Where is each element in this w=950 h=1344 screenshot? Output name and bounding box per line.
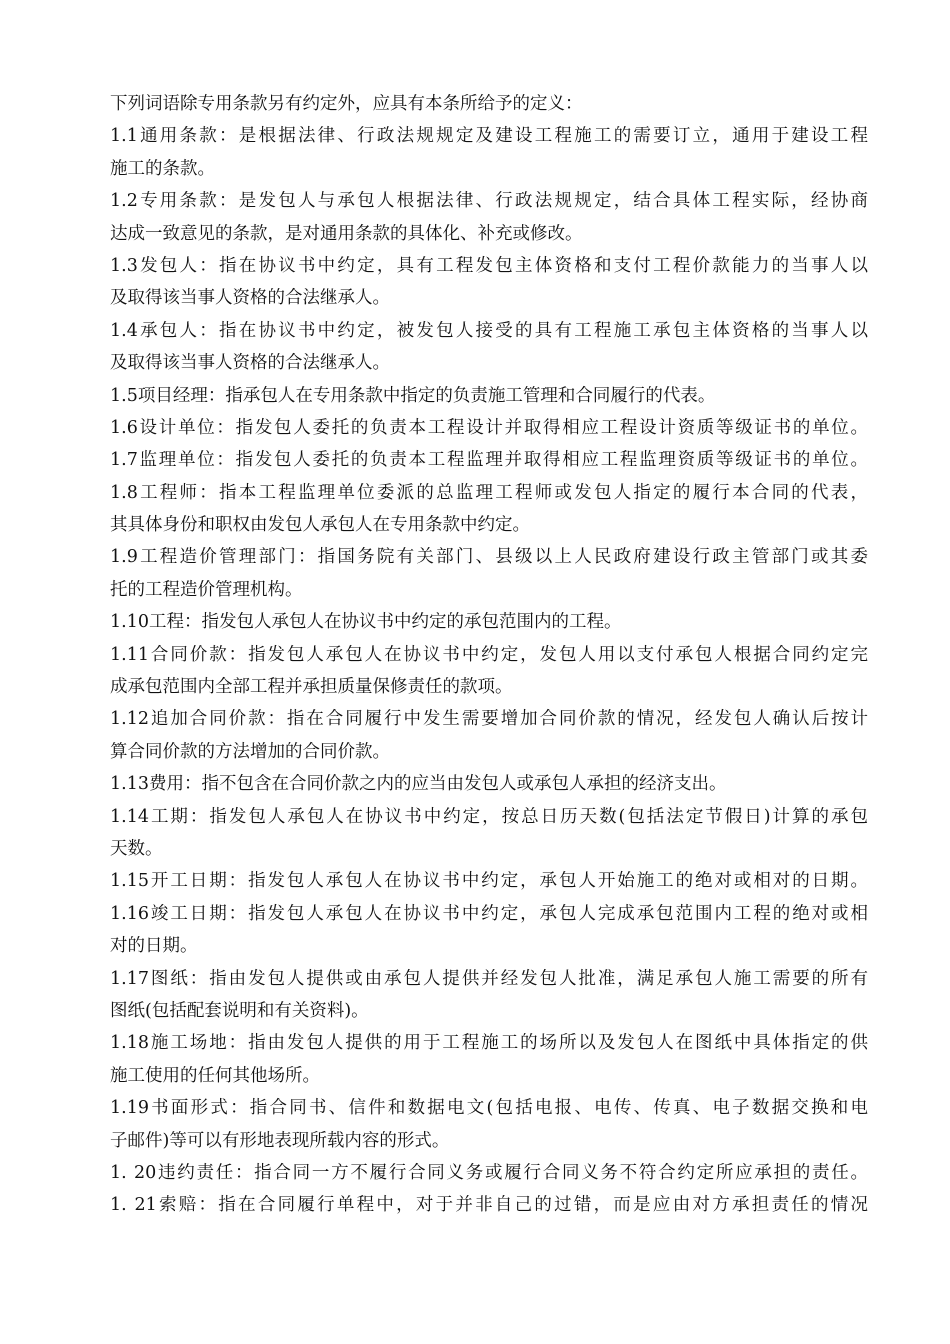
text-line: 1.18施工场地：指由发包人提供的用于工程施工的场所以及发包人在图纸中具体指定的供 (110, 1033, 868, 1054)
text-line: 1.11合同价款：指发包人承包人在协议书中约定，发包人用以支付承包人根据合同约定完 (110, 644, 868, 665)
text-line: 1.19书面形式：指合同书、信件和数据电文(包括电报、电传、传真、电子数据交换和电 (110, 1098, 868, 1119)
text-line: 1.14工期：指发包人承包人在协议书中约定，按总日历天数(包括法定节假日)计算的承包 (110, 806, 868, 827)
text-line: 1.16竣工日期：指发包人承包人在协议书中约定，承包人完成承包范围内工程的绝对或相 (110, 903, 868, 924)
text-line: 1.9工程造价管理部门：指国务院有关部门、县级以上人民政府建设行政主管部门或其委 (110, 547, 868, 568)
text-line: 下列词语除专用条款另有约定外，应具有本条所给予的定义： (110, 94, 583, 114)
text-line: 1.8工程师：指本工程监理单位委派的总监理工程师或发包人指定的履行本合同的代表， (110, 482, 868, 503)
text-line: 1.15开工日期：指发包人承包人在协议书中约定，承包人开始施工的绝对或相对的日期。 (110, 871, 868, 892)
text-line: 其具体身份和职权由发包人承包人在专用条款中约定。 (110, 515, 530, 536)
text-line: 1.6设计单位：指发包人委托的负责本工程设计并取得相应工程设计资质等级证书的单位。 (110, 417, 868, 438)
text-line: 托的工程造价管理机构。 (110, 579, 303, 600)
text-line: 1.17图纸：指由发包人提供或由承包人提供并经发包人批准，满足承包人施工需要的所有 (110, 968, 868, 989)
text-line: 1. 21索赔：指在合同履行单程中，对于并非自己的过错，而是应由对方承担责任的情况 (110, 1195, 868, 1216)
text-line: 成承包范围内全部工程并承担质量保修责任的款项。 (110, 677, 513, 698)
text-line: 1.5项目经理：指承包人在专用条款中指定的负责施工管理和合同履行的代表。 (110, 385, 716, 406)
text-line: 子邮件)等可以有形地表现所载内容的形式。 (110, 1130, 450, 1151)
text-line: 算合同价款的方法增加的合同价款。 (110, 741, 390, 762)
text-line: 对的日期。 (110, 936, 198, 957)
text-line: 1.12追加合同价款：指在合同履行中发生需要增加合同价款的情况，经发包人确认后按计 (110, 709, 868, 730)
text-line: 施工使用的任何其他场所。 (110, 1065, 320, 1086)
text-line: 1.4承包人：指在协议书中约定，被发包人接受的具有工程施工承包主体资格的当事人以 (110, 320, 868, 341)
text-line: 达成一致意见的条款，是对通用条款的具体化、补充或修改。 (110, 223, 583, 244)
text-line: 1. 20违约责任：指合同一方不履行合同义务或履行合同义务不符合约定所应承担的责任。 (110, 1162, 868, 1183)
document-body (110, 88, 868, 1222)
text-line: 图纸(包括配套说明和有关资料)。 (110, 1000, 369, 1021)
text-line: 1.1通用条款：是根据法律、行政法规规定及建设工程施工的需要订立，通用于建设工程 (110, 126, 868, 147)
text-line: 及取得该当事人资格的合法继承人。 (110, 353, 390, 374)
text-line: 1.13费用：指不包含在合同价款之内的应当由发包人或承包人承担的经济支出。 (110, 774, 727, 795)
text-line: 及取得该当事人资格的合法继承人。 (110, 288, 390, 309)
text-line: 1.10工程：指发包人承包人在协议书中约定的承包范围内的工程。 (110, 612, 622, 633)
text-line: 1.7监理单位：指发包人委托的负责本工程监理并取得相应工程监理资质等级证书的单位。 (110, 450, 868, 471)
text-line: 1.3发包人：指在协议书中约定，具有工程发包主体资格和支付工程价款能力的当事人以 (110, 255, 868, 276)
text-line: 天数。 (110, 838, 163, 859)
text-line: 施工的条款。 (110, 158, 215, 179)
text-line: 1.2专用条款：是发包人与承包人根据法律、行政法规规定，结合具体工程实际，经协商 (110, 191, 868, 212)
